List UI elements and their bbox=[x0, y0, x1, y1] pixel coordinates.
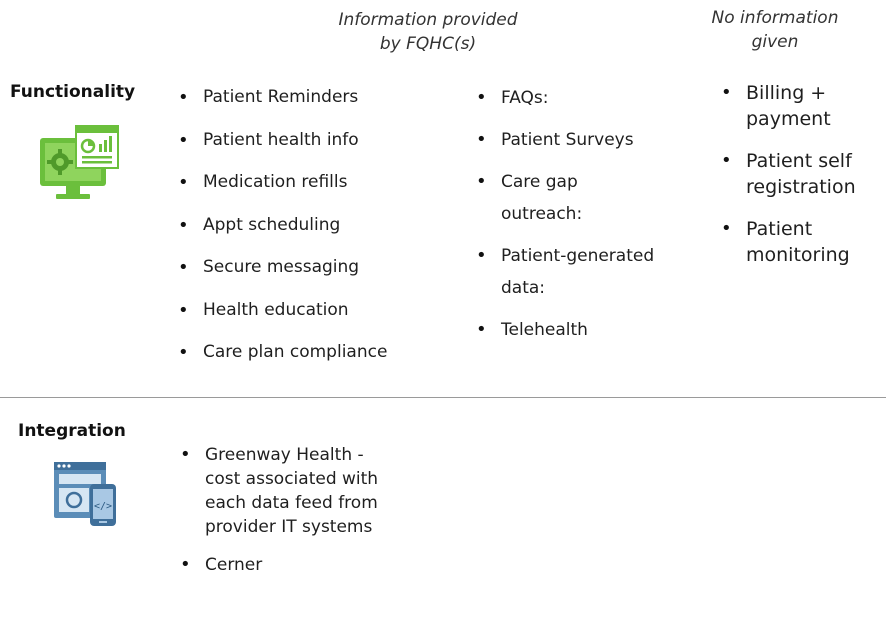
list-item: • Greenway Health - cost associated with each data feed from provider IT systems bbox=[178, 443, 395, 539]
functionality-no-info-list bbox=[719, 80, 879, 284]
list-item: • Health education bbox=[176, 300, 456, 321]
list-item: • Patient Reminders bbox=[176, 87, 456, 108]
monitor-gear-chart-icon bbox=[36, 124, 120, 204]
list-item: • Care plan compliance bbox=[176, 342, 456, 363]
list-item: • Billing + payment bbox=[719, 80, 846, 132]
header-no-info-line2: given bbox=[751, 32, 799, 52]
list-item: • Cerner bbox=[178, 553, 418, 577]
functionality-provided-list-2 bbox=[474, 82, 674, 356]
integration-list bbox=[178, 443, 418, 591]
list-item: • Patient Surveys bbox=[474, 124, 674, 156]
functionality-label: Functionality bbox=[10, 82, 136, 102]
svg-text:</>: </> bbox=[93, 501, 113, 512]
list-item: • Medication refills bbox=[176, 172, 456, 193]
header-no-info bbox=[700, 6, 850, 54]
integration-label: Integration bbox=[18, 421, 126, 441]
list-item: • Care gap outreach: bbox=[474, 166, 611, 230]
list-item: • Patient-generated data: bbox=[474, 240, 661, 304]
list-item: • Secure messaging bbox=[176, 257, 456, 278]
list-item: • Patient self registration bbox=[719, 148, 886, 200]
header-info-provided-line1: Information provided bbox=[338, 10, 518, 30]
list-item: • Telehealth bbox=[474, 314, 674, 346]
section-divider bbox=[0, 397, 886, 398]
window-mobile-code-icon bbox=[52, 458, 122, 530]
header-no-info-line1: No information bbox=[711, 8, 839, 28]
list-item: • FAQs: bbox=[474, 82, 674, 114]
list-item: • Appt scheduling bbox=[176, 215, 456, 236]
functionality-provided-list-1 bbox=[176, 87, 456, 385]
header-info-provided-line2: by FQHC(s) bbox=[379, 34, 477, 54]
list-item: • Patient health info bbox=[176, 130, 456, 151]
list-item: • Patient monitoring bbox=[719, 216, 866, 268]
header-info-provided bbox=[300, 8, 556, 56]
